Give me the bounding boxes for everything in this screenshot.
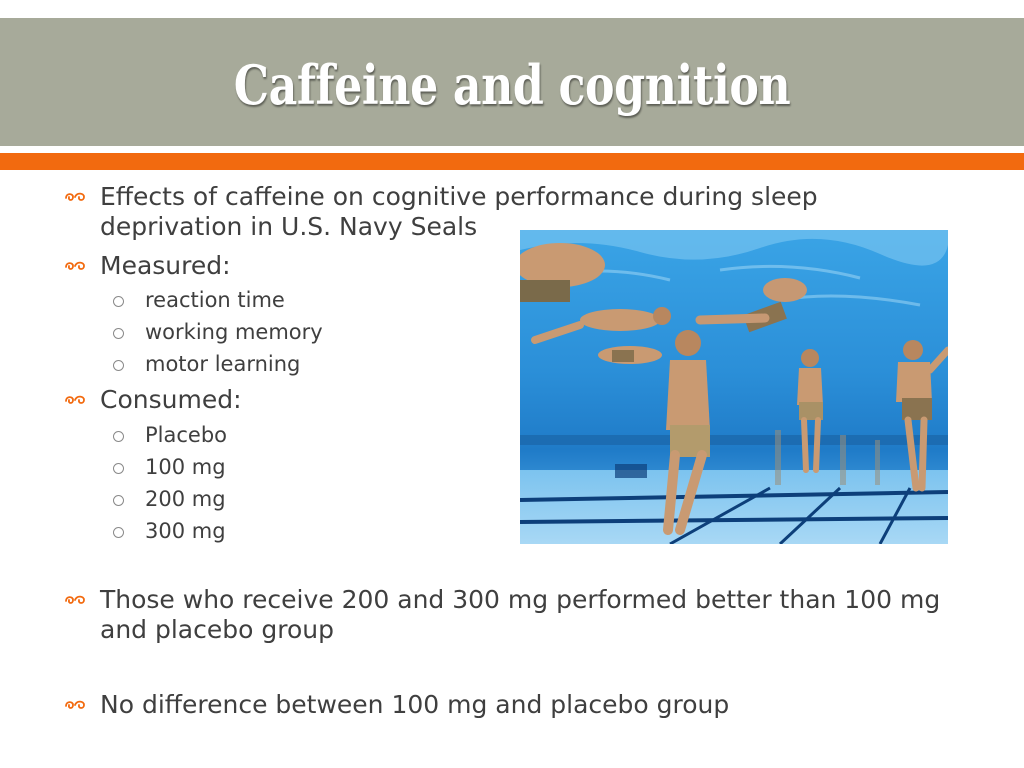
hollow-circle-bullet-icon <box>113 527 124 538</box>
sub-bullet-text: working memory <box>145 320 323 344</box>
hollow-circle-bullet-icon <box>113 431 124 442</box>
swirl-bullet-icon <box>64 593 86 607</box>
bullet-item <box>64 385 242 415</box>
swirl-bullet-icon <box>64 259 86 273</box>
bullet-text: Effects of caffeine on cognitive performance during sleep deprivation in U.S. Navy Seals <box>100 182 818 241</box>
sub-bullet-item <box>113 287 285 313</box>
hollow-circle-bullet-icon <box>113 296 124 307</box>
sub-bullet-item <box>113 319 323 345</box>
bullet-item <box>64 251 231 281</box>
sub-bullet-item <box>113 518 226 544</box>
bullet-text: Measured: <box>100 251 231 280</box>
sub-bullet-item <box>113 454 226 480</box>
swirl-bullet-icon <box>64 393 86 407</box>
hollow-circle-bullet-icon <box>113 463 124 474</box>
bullet-item <box>64 690 964 720</box>
swirl-bullet-icon <box>64 698 86 712</box>
swirl-bullet-icon <box>64 190 86 204</box>
sub-bullet-text: Placebo <box>145 423 228 447</box>
underwater-swimmers-photo <box>520 230 948 544</box>
sub-bullet-text: reaction time <box>145 288 285 312</box>
bullet-text: Those who receive 200 and 300 mg performed better than 100 mg and placebo group <box>100 585 941 644</box>
sub-bullet-text: 200 mg <box>145 487 226 511</box>
hollow-circle-bullet-icon <box>113 495 124 506</box>
bullet-item <box>64 585 964 645</box>
hollow-circle-bullet-icon <box>113 328 124 339</box>
slide-title: Caffeine and cognition <box>233 53 791 117</box>
sub-bullet-text: 300 mg <box>145 519 226 543</box>
bullet-text: No difference between 100 mg and placebo group <box>100 690 730 719</box>
bullet-text: Consumed: <box>100 385 242 414</box>
sub-bullet-item <box>113 422 227 448</box>
sub-bullet-text: motor learning <box>145 352 301 376</box>
hollow-circle-bullet-icon <box>113 360 124 371</box>
sub-bullet-item <box>113 351 300 377</box>
sub-bullet-text: 100 mg <box>145 455 226 479</box>
sub-bullet-item <box>113 486 226 512</box>
